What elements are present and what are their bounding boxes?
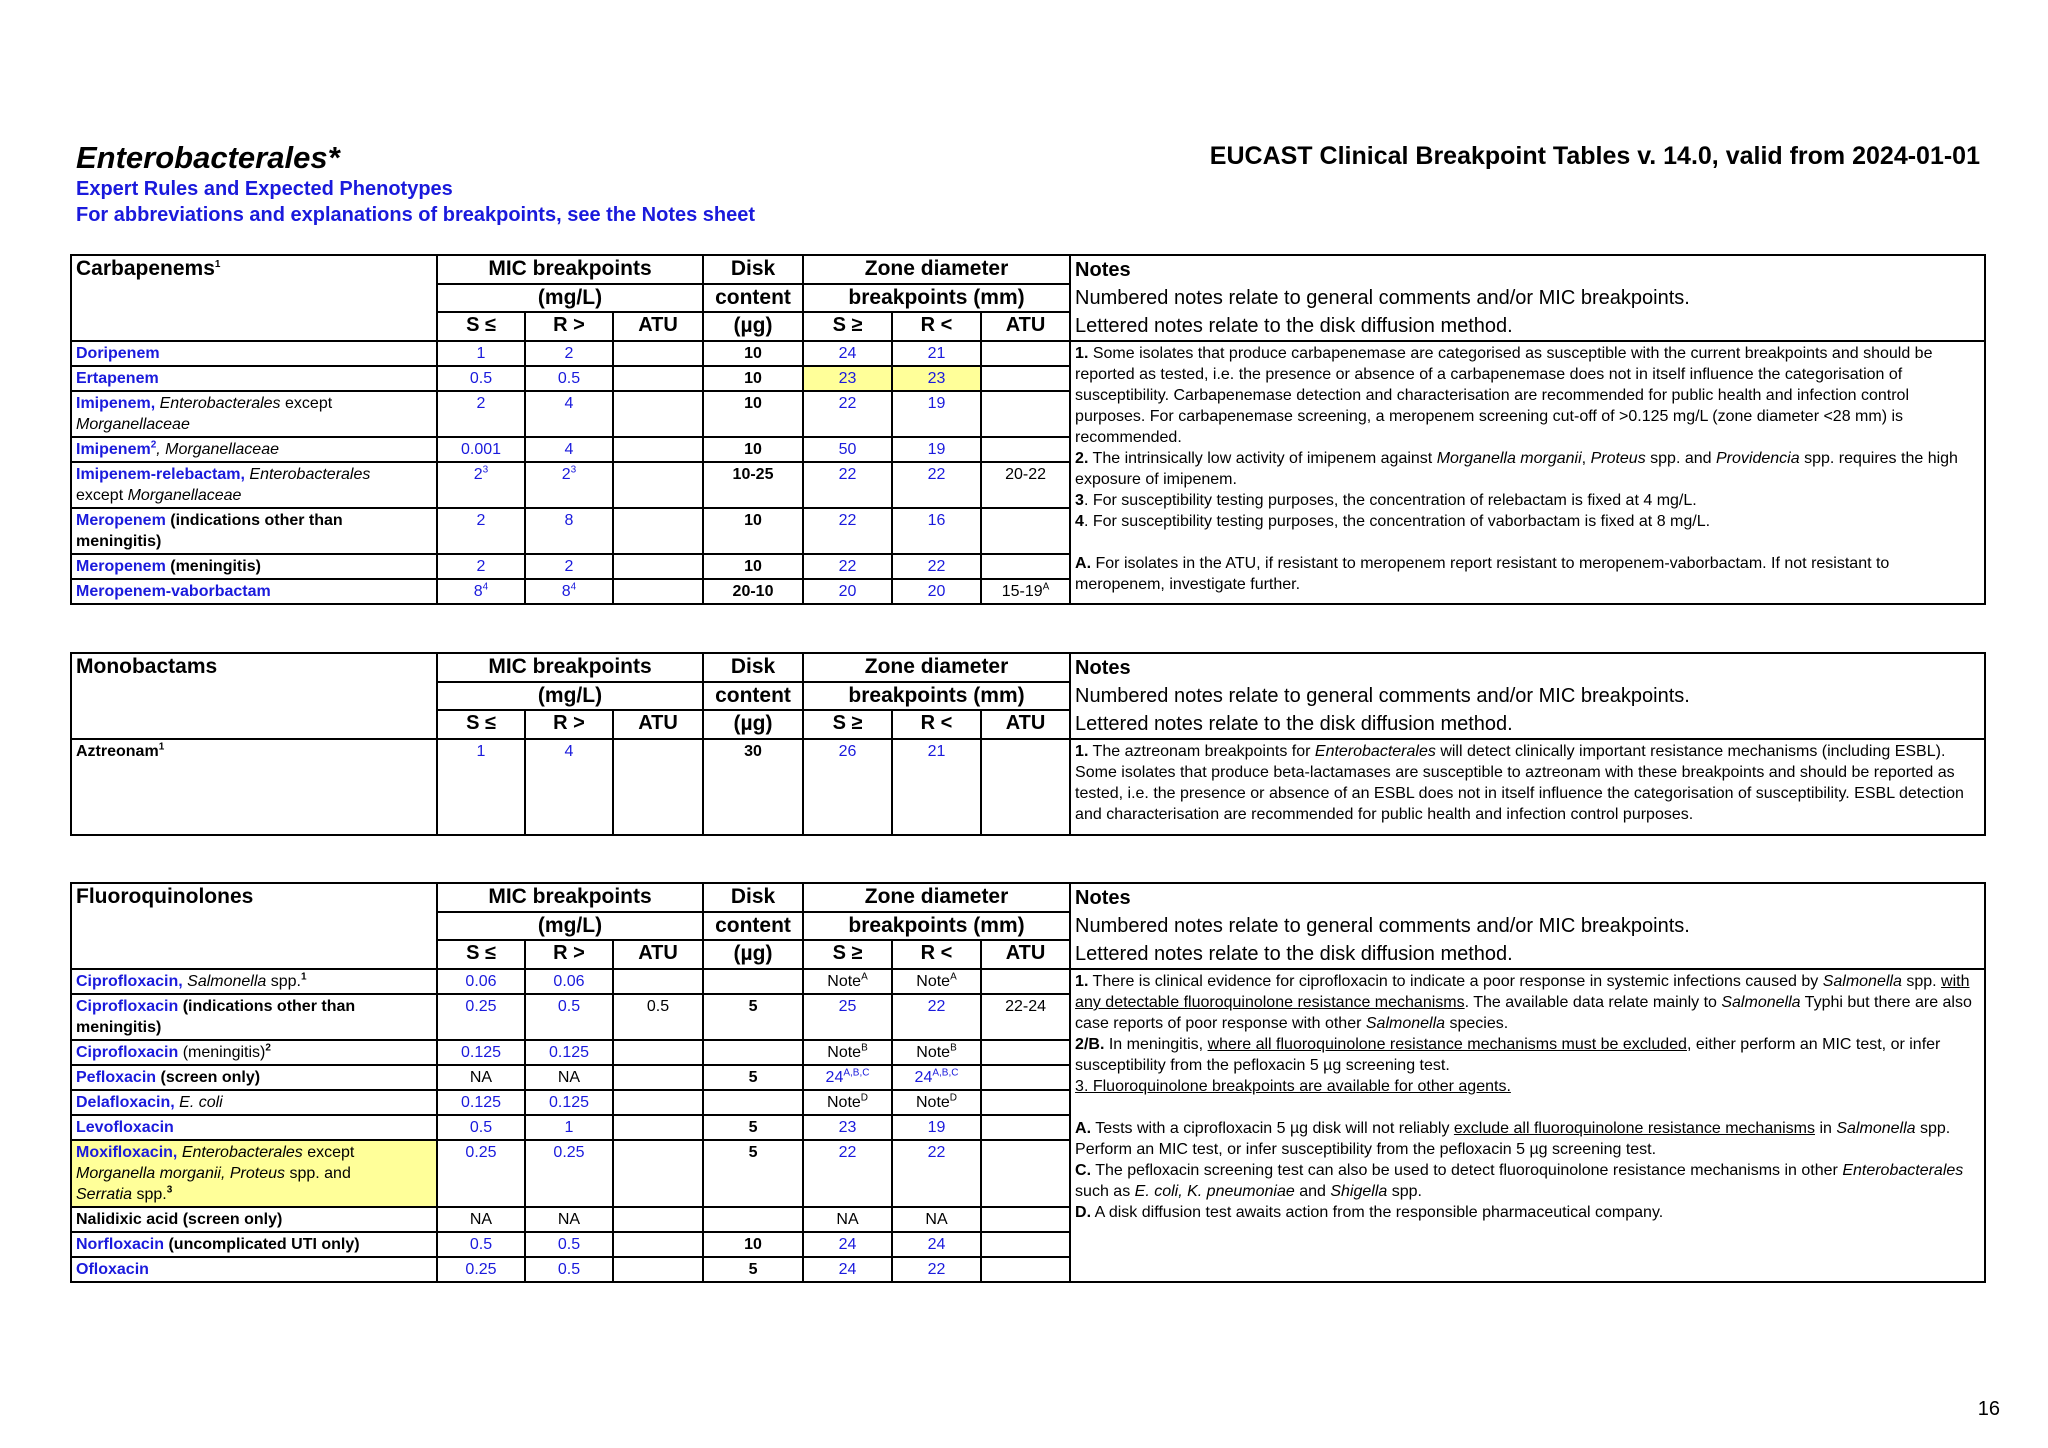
disk-content: 10-25 [703,462,803,508]
col-s-zone: S ≥ [803,710,892,739]
zone-atu [981,366,1070,391]
mic-header: MIC breakpoints [437,255,703,284]
disk-content [703,1040,803,1065]
col-atu: ATU [613,940,703,969]
zone-atu: $15-19^A$ [981,579,1070,604]
notes-cell: 1. Some isolates that produce carbapenemase are categorised as susceptible with the current breakpoints and should be reported as tested, i.e. the presence or absence of a carbapenemase does not in itself influence the categorisation of susceptibility. Carbapenemase detection and characterisation are recommended for public health and infection control purposes. For carbapenemase screening, a meropenem screening cut-off of >0.125 mg/L (zone diameter <28 mm) is recommended. 2. The intrinsically low activity of imipenem against Morganella morganii, Proteus spp. and Providencia spp. requires the high exposure of imipenem. 3. For susceptibility testing purposes, the concentration of relebactam is fixed at 4 mg/L. 4. For susceptibility testing purposes, the concentration of vaborbactam is fixed at 8 mg/L. A. For isolates in the ATU, if resistant to meropenem report resistant to meropenem-vaborbactam. If not resistant to meropenem, investigate further. [1070,341,1985,604]
agent-cell: Ciprofloxacin, Salmonella spp.$^1$ [71,969,437,994]
zone-s: 23 [803,366,892,391]
disk-header-2: content [703,912,803,940]
zone-r: NA [892,1207,981,1232]
zone-s: 50 [803,437,892,462]
mic-atu [613,554,703,579]
zone-r: 19 [892,437,981,462]
section-title: Monobactams [71,653,437,739]
monobactams-table [70,652,1986,836]
mic-unit: (mg/L) [437,912,703,940]
mic-s: 1 [437,739,525,835]
agent-cell: Delafloxacin, E. coli [71,1090,437,1115]
notes-line1: Numbered notes relate to general comments and/or MIC breakpoints. [1070,284,1985,312]
disk-content: 20-10 [703,579,803,604]
col-s-zone: S ≥ [803,940,892,969]
agent-cell: Imipenem, Enterobacterales except Morganellaceae [71,391,437,437]
zone-r: 22 [892,1257,981,1282]
table-row [71,969,1985,994]
notes-cell: 1. There is clinical evidence for ciprofloxacin to indicate a poor response in systemic infections caused by Salmonella spp. with any detectable fluoroquinolone resistance mechanisms. The available data relate mainly to Salmonella Typhi but there are also case reports of poor response with other Salmonella species. 2/B. In meningitis, where all fluoroquinolone resistance mechanisms must be excluded, either perform an MIC test, or infer susceptibility from the pefloxacin 5 µg screening test. 3. Fluoroquinolone breakpoints are available for other agents. A. Tests with a ciprofloxacin 5 µg disk will not reliably exclude all fluoroquinolone resistance mechanisms in Salmonella spp. Perform an MIC test, or infer susceptibility from the pefloxacin 5 µg screening test. C. The pefloxacin screening test can also be used to detect fluoroquinolone resistance mechanisms in other Enterobacterales such as E. coli, K. pneumoniae and Shigella spp. D. A disk diffusion test awaits action from the responsible pharmaceutical company. [1070,969,1985,1282]
disk-content: 10 [703,391,803,437]
zone-atu [981,1232,1070,1257]
agent-cell: Meropenem-vaborbactam [71,579,437,604]
zone-s: 22 [803,508,892,554]
fluoroquinolones-table [70,882,1986,1283]
zone-s: 24 [803,1257,892,1282]
zone-atu: 22-24 [981,994,1070,1040]
zone-atu: 20-22 [981,462,1070,508]
zone-r: 21 [892,341,981,366]
mic-s: 2 [437,554,525,579]
mic-atu [613,739,703,835]
zone-atu [981,554,1070,579]
mic-r: 0.125 [525,1040,613,1065]
agent-cell: Nalidixic acid (screen only) [71,1207,437,1232]
mic-atu [613,462,703,508]
mic-atu [613,1065,703,1090]
zone-s: 22 [803,554,892,579]
mic-s: 0.5 [437,1232,525,1257]
zone-r: 20 [892,579,981,604]
disk-header-2: content [703,682,803,710]
notes-line2: Lettered notes relate to the disk diffusion method. [1070,940,1985,969]
zone-r: 24 [892,1232,981,1257]
zone-atu [981,341,1070,366]
zone-r: 22 [892,994,981,1040]
disk-content: 10 [703,341,803,366]
mic-s: NA [437,1207,525,1232]
mic-r: 0.06 [525,969,613,994]
zone-header: Zone diameter [803,883,1070,912]
mic-atu [613,341,703,366]
agent-cell: Meropenem (meningitis) [71,554,437,579]
notes-header: Notes [1070,653,1985,682]
col-s-mic: S ≤ [437,940,525,969]
mic-s: 2 [437,391,525,437]
mic-atu [613,391,703,437]
mic-r: 4 [525,391,613,437]
mic-unit: (mg/L) [437,682,703,710]
zone-unit: breakpoints (mm) [803,284,1070,312]
mic-unit: (mg/L) [437,284,703,312]
notes-header: Notes [1070,883,1985,912]
mic-r: 0.5 [525,366,613,391]
table-row [71,739,1985,835]
mic-r: 0.125 [525,1090,613,1115]
disk-header: Disk [703,255,803,284]
notes-line2: Lettered notes relate to the disk diffusion method. [1070,710,1985,739]
disk-content [703,1090,803,1115]
col-r-zone: R < [892,710,981,739]
col-r-mic: R > [525,940,613,969]
zone-s: 23 [803,1115,892,1140]
disk-content: 10 [703,508,803,554]
disk-unit: (µg) [703,710,803,739]
zone-r: Note$^B$ [892,1040,981,1065]
agent-cell: Norfloxacin (uncomplicated UTI only) [71,1232,437,1257]
page-title: Enterobacterales* [76,140,340,175]
zone-atu [981,1140,1070,1207]
disk-content: 5 [703,1115,803,1140]
mic-atu [613,1090,703,1115]
zone-r: $24^{A,B,C}$ [892,1065,981,1090]
mic-s: 0.25 [437,994,525,1040]
col-r-zone: R < [892,312,981,341]
agent-cell: Pefloxacin (screen only) [71,1065,437,1090]
zone-s: 24 [803,341,892,366]
zone-r: 21 [892,739,981,835]
section-title: Fluoroquinolones [71,883,437,969]
zone-header: Zone diameter [803,255,1070,284]
agent-cell: Moxifloxacin, Enterobacterales except Morganella morganii, Proteus spp. and Serratia spp.$^3$ [71,1140,437,1207]
zone-s: $24^{A,B,C}$ [803,1065,892,1090]
zone-atu [981,391,1070,437]
zone-s: NA [803,1207,892,1232]
mic-r: NA [525,1065,613,1090]
zone-s: Note$^D$ [803,1090,892,1115]
mic-s: 0.125 [437,1090,525,1115]
agent-cell: Ertapenem [71,366,437,391]
disk-header: Disk [703,653,803,682]
zone-s: 20 [803,579,892,604]
zone-r: 22 [892,554,981,579]
mic-r: 0.25 [525,1140,613,1207]
mic-r: 2 [525,554,613,579]
mic-header: MIC breakpoints [437,883,703,912]
zone-s: Note$^A$ [803,969,892,994]
mic-atu [613,1115,703,1140]
page-number: 16 [1977,1398,2000,1420]
mic-atu [613,1232,703,1257]
zone-header: Zone diameter [803,653,1070,682]
disk-content [703,969,803,994]
zone-atu [981,508,1070,554]
zone-atu [981,1065,1070,1090]
mic-atu [613,366,703,391]
agent-cell: Ciprofloxacin (meningitis)$^2$ [71,1040,437,1065]
disk-content: 10 [703,554,803,579]
disk-header-2: content [703,284,803,312]
mic-s: 0.06 [437,969,525,994]
mic-r: NA [525,1207,613,1232]
disk-header: Disk [703,883,803,912]
zone-atu [981,1040,1070,1065]
zone-r: Note$^A$ [892,969,981,994]
notes-line2: Lettered notes relate to the disk diffusion method. [1070,312,1985,341]
mic-atu [613,1040,703,1065]
disk-content: 10 [703,366,803,391]
zone-atu [981,1257,1070,1282]
zone-unit: breakpoints (mm) [803,682,1070,710]
col-atu: ATU [613,710,703,739]
disk-content: 5 [703,994,803,1040]
mic-s: $2^3$ [437,462,525,508]
mic-atu [613,579,703,604]
mic-r: $8^4$ [525,579,613,604]
zone-s: 24 [803,1232,892,1257]
zone-r: 23 [892,366,981,391]
carbapenems-table [70,254,1986,605]
mic-s: 1 [437,341,525,366]
zone-r: 16 [892,508,981,554]
col-r-mic: R > [525,312,613,341]
mic-s: 0.001 [437,437,525,462]
notes-header: Notes [1070,255,1985,284]
disk-content [703,1207,803,1232]
mic-r: 4 [525,739,613,835]
zone-atu [981,1207,1070,1232]
mic-s: 0.25 [437,1140,525,1207]
col-r-zone: R < [892,940,981,969]
mic-atu [613,508,703,554]
mic-atu [613,1257,703,1282]
col-r-mic: R > [525,710,613,739]
zone-atu [981,739,1070,835]
notes-line1: Numbered notes relate to general comments and/or MIC breakpoints. [1070,682,1985,710]
col-s-zone: S ≥ [803,312,892,341]
mic-r: 0.5 [525,1232,613,1257]
agent-cell: Imipenem$^2$, Morganellaceae [71,437,437,462]
header-version: EUCAST Clinical Breakpoint Tables v. 14.0, valid from 2024-01-01 [1209,142,1980,170]
mic-s: 0.125 [437,1040,525,1065]
col-zone-atu: ATU [981,940,1070,969]
notes-cell: 1. The aztreonam breakpoints for Enterobacterales will detect clinically important resistance mechanisms (including ESBL). Some isolates that produce beta-lactamases are susceptible to aztreonam with these breakpoints and should be reported as tested, i.e. the presence or absence of an ESBL does not in itself influence the categorisation of susceptibility. ESBL detection and characterisation are recommended for public health and infection control purposes. [1070,739,1985,835]
col-s-mic: S ≤ [437,312,525,341]
zone-s: 26 [803,739,892,835]
zone-r: 19 [892,1115,981,1140]
disk-unit: (µg) [703,940,803,969]
mic-s: NA [437,1065,525,1090]
mic-atu [613,1207,703,1232]
disk-content: 5 [703,1257,803,1282]
mic-r: 8 [525,508,613,554]
zone-r: Note$^D$ [892,1090,981,1115]
subtitle-abbreviations: For abbreviations and explanations of breakpoints, see the Notes sheet [76,204,756,226]
mic-s: 0.25 [437,1257,525,1282]
zone-atu [981,437,1070,462]
disk-content: 30 [703,739,803,835]
mic-s: $8^4$ [437,579,525,604]
mic-atu [613,969,703,994]
zone-r: 22 [892,462,981,508]
subtitle-expert-rules: Expert Rules and Expected Phenotypes [76,178,453,200]
agent-cell: Ofloxacin [71,1257,437,1282]
mic-s: 0.5 [437,366,525,391]
mic-r: 2 [525,341,613,366]
mic-r: 0.5 [525,994,613,1040]
col-zone-atu: ATU [981,710,1070,739]
agent-cell: Levofloxacin [71,1115,437,1140]
mic-atu: 0.5 [613,994,703,1040]
zone-unit: breakpoints (mm) [803,912,1070,940]
col-s-mic: S ≤ [437,710,525,739]
agent-cell: Meropenem (indications other than meningitis) [71,508,437,554]
table-row [71,341,1985,366]
zone-r: 19 [892,391,981,437]
mic-r: 1 [525,1115,613,1140]
zone-s: 22 [803,1140,892,1207]
zone-s: 22 [803,391,892,437]
mic-header: MIC breakpoints [437,653,703,682]
mic-s: 0.5 [437,1115,525,1140]
mic-atu [613,437,703,462]
col-atu: ATU [613,312,703,341]
zone-s: Note$^B$ [803,1040,892,1065]
disk-content: 5 [703,1140,803,1207]
col-zone-atu: ATU [981,312,1070,341]
mic-r: $2^3$ [525,462,613,508]
zone-r: 22 [892,1140,981,1207]
section-title: Carbapenems$^1$ [71,255,437,341]
mic-r: 4 [525,437,613,462]
disk-content: 10 [703,437,803,462]
zone-atu [981,1115,1070,1140]
zone-s: 25 [803,994,892,1040]
agent-cell: Aztreonam$^1$ [71,739,437,835]
mic-s: 2 [437,508,525,554]
agent-cell: Doripenem [71,341,437,366]
zone-atu [981,1090,1070,1115]
agent-cell: Imipenem-relebactam, Enterobacterales except Morganellaceae [71,462,437,508]
agent-cell: Ciprofloxacin (indications other than meningitis) [71,994,437,1040]
zone-atu [981,969,1070,994]
disk-unit: (µg) [703,312,803,341]
disk-content: 5 [703,1065,803,1090]
disk-content: 10 [703,1232,803,1257]
mic-r: 0.5 [525,1257,613,1282]
notes-line1: Numbered notes relate to general comments and/or MIC breakpoints. [1070,912,1985,940]
mic-atu [613,1140,703,1207]
zone-s: 22 [803,462,892,508]
